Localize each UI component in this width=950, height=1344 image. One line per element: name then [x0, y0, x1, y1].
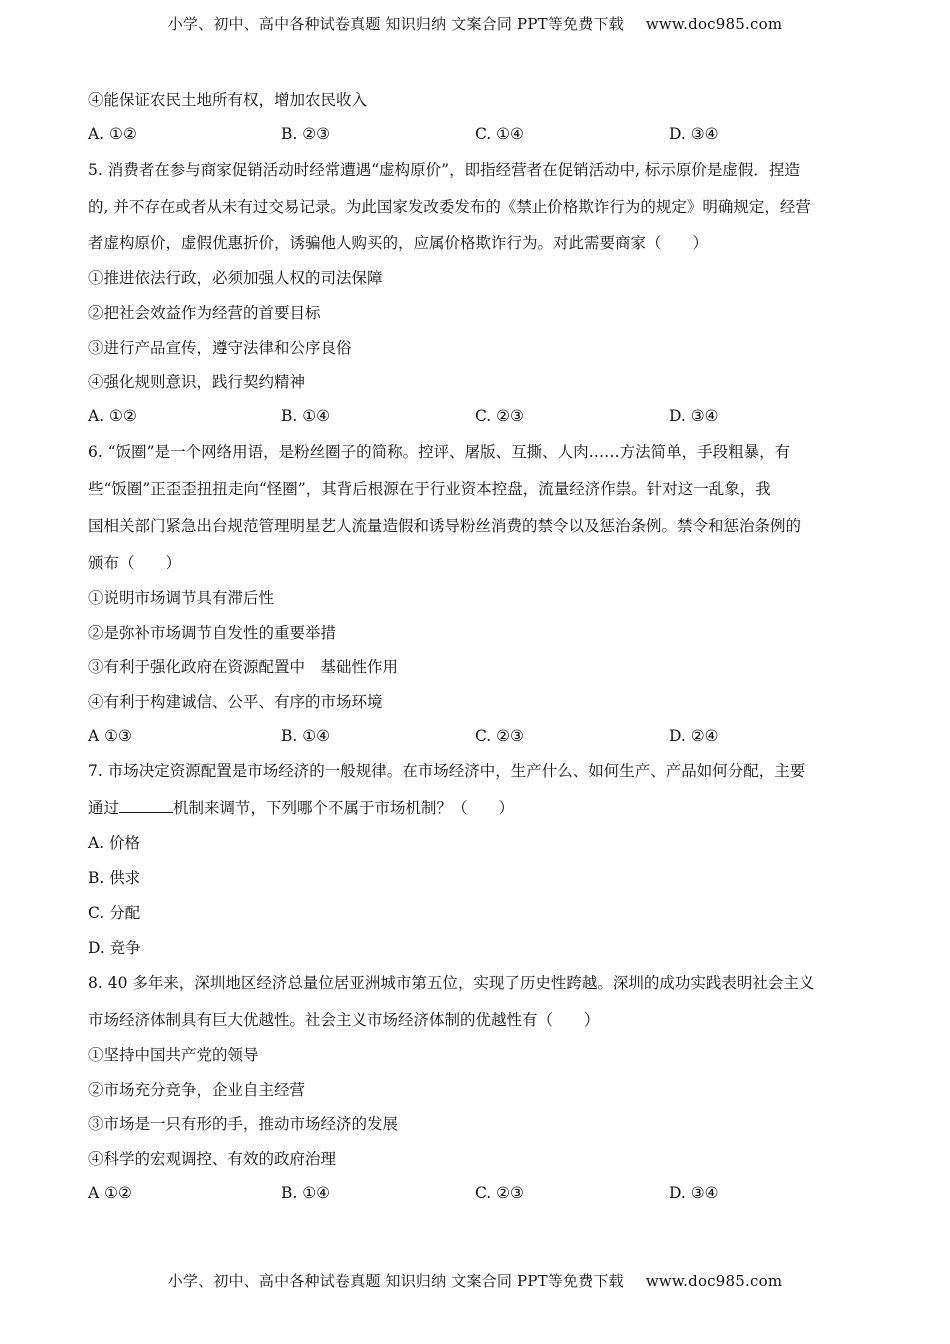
q7-stem-line-1: 7. 市场决定资源配置是市场经济的一般规律。在市场经济中，生产什么、如何生产、产品如何分配，主要 — [88, 762, 806, 780]
q8-item-4: ④科学的宏观调控、有效的政府治理 — [88, 1150, 337, 1168]
q8-item-1: ①坚持中国共产党的领导 — [88, 1046, 259, 1064]
q6-option-c: C. ②③ — [475, 727, 524, 745]
q4-options — [88, 124, 868, 144]
q6-option-a: A ①③ — [88, 727, 132, 745]
q6-item-4: ④有利于构建诚信、公平、有序的市场环境 — [88, 693, 383, 711]
q4-option-b: B. ②③ — [281, 125, 331, 143]
q6-item-3: ③有利于强化政府在资源配置中 基础性作用 — [88, 658, 399, 676]
q7-option-c: C. 分配 — [88, 904, 141, 922]
q6-item-2: ②是弥补市场调节自发性的重要举措 — [88, 624, 337, 642]
q7-option-a: A. 价格 — [88, 834, 141, 852]
q8-options — [88, 1183, 868, 1203]
q5-stem-line-3: 者虚构原价，虚假优惠折价，诱骗他人购买的，应属价格欺诈行为。对此需要商家（ ） — [88, 234, 709, 252]
q4-option-c: C. ①④ — [475, 125, 524, 143]
q5-options — [88, 406, 868, 426]
q6-stem-line-4: 颁布（ ） — [88, 554, 182, 572]
footer-text: 小学、初中、高中各种试卷真题 知识归纳 文案合同 PPT等免费下载 — [167, 1272, 624, 1290]
q8-option-b: B. ①④ — [281, 1184, 331, 1202]
q5-stem-line-1: 5. 消费者在参与商家促销活动时经常遭遇“虚构原价”，即指经营者在促销活动中, 标示原价是虚假．捏造 — [88, 161, 800, 179]
q8-item-3: ③市场是一只有形的手，推动市场经济的发展 — [88, 1115, 399, 1133]
q7-stem-suffix: 机制来调节，下列哪个不属于市场机制？（ ） — [173, 799, 515, 817]
q6-stem-line-1: 6. “饭圈”是一个网络用语，是粉丝圈子的简称。控评、屠版、互撕、人肉……方法简单，手段粗暴，有 — [88, 443, 791, 461]
q5-option-b: B. ①④ — [281, 407, 331, 425]
q5-option-a: A. ①② — [88, 407, 137, 425]
page-header — [0, 13, 950, 34]
header-site-link[interactable]: www.doc985.com — [645, 15, 783, 33]
page-footer — [0, 1270, 950, 1291]
header-text: 小学、初中、高中各种试卷真题 知识归纳 文案合同 PPT等免费下载 — [167, 15, 624, 33]
footer-site-link[interactable]: www.doc985.com — [645, 1272, 783, 1290]
q6-options — [88, 726, 868, 746]
q4-option-a: A. ①② — [88, 125, 137, 143]
q8-item-2: ②市场充分竞争，企业自主经营 — [88, 1081, 306, 1099]
q6-option-d: D. ②④ — [669, 727, 719, 745]
fill-in-blank — [119, 798, 173, 813]
q7-stem-prefix: 通过 — [88, 799, 120, 817]
q8-stem-line-2: 市场经济体制具有巨大优越性。社会主义市场经济体制的优越性有（ ） — [88, 1011, 600, 1029]
q5-option-c: C. ②③ — [475, 407, 524, 425]
q5-option-d: D. ③④ — [669, 407, 719, 425]
q8-stem-line-1: 8. 40 多年来，深圳地区经济总量位居亚洲城市第五位，实现了历史性跨越。深圳的成功实践表明社会主义 — [88, 974, 815, 992]
q5-item-4: ④强化规则意识，践行契约精神 — [88, 373, 306, 391]
q6-item-1: ①说明市场调节具有滞后性 — [88, 589, 275, 607]
q8-option-d: D. ③④ — [669, 1184, 719, 1202]
q8-option-c: C. ②③ — [475, 1184, 524, 1202]
q5-item-3: ③进行产品宣传，遵守法律和公序良俗 — [88, 339, 352, 357]
q7-option-b: B. 供求 — [88, 869, 141, 887]
q7-stem-line-2 — [88, 798, 514, 818]
q5-stem-line-2: 的, 并不存在或者从未有过交易记录。为此国家发改委发布的《禁止价格欺诈行为的规定》明确规定，经营 — [88, 198, 811, 216]
q4-item-4: ④能保证农民土地所有权，增加农民收入 — [88, 91, 368, 109]
q5-item-1: ①推进依法行政，必须加强人权的司法保障 — [88, 269, 383, 287]
q7-option-d: D. 竞争 — [88, 939, 141, 957]
q8-option-a: A ①② — [88, 1184, 132, 1202]
q5-item-2: ②把社会效益作为经营的首要目标 — [88, 304, 321, 322]
q6-stem-line-3: 国相关部门紧急出台规范管理明星艺人流量造假和诱导粉丝消费的禁令以及惩治条例。禁令和惩治条例的 — [88, 517, 802, 535]
q6-stem-line-2: 些“饭圈”正歪歪扭扭走向“怪圈”，其背后根源在于行业资本控盘，流量经济作祟。针对这一乱象，我 — [88, 480, 771, 498]
q4-option-d: D. ③④ — [669, 125, 719, 143]
q6-option-b: B. ①④ — [281, 727, 331, 745]
